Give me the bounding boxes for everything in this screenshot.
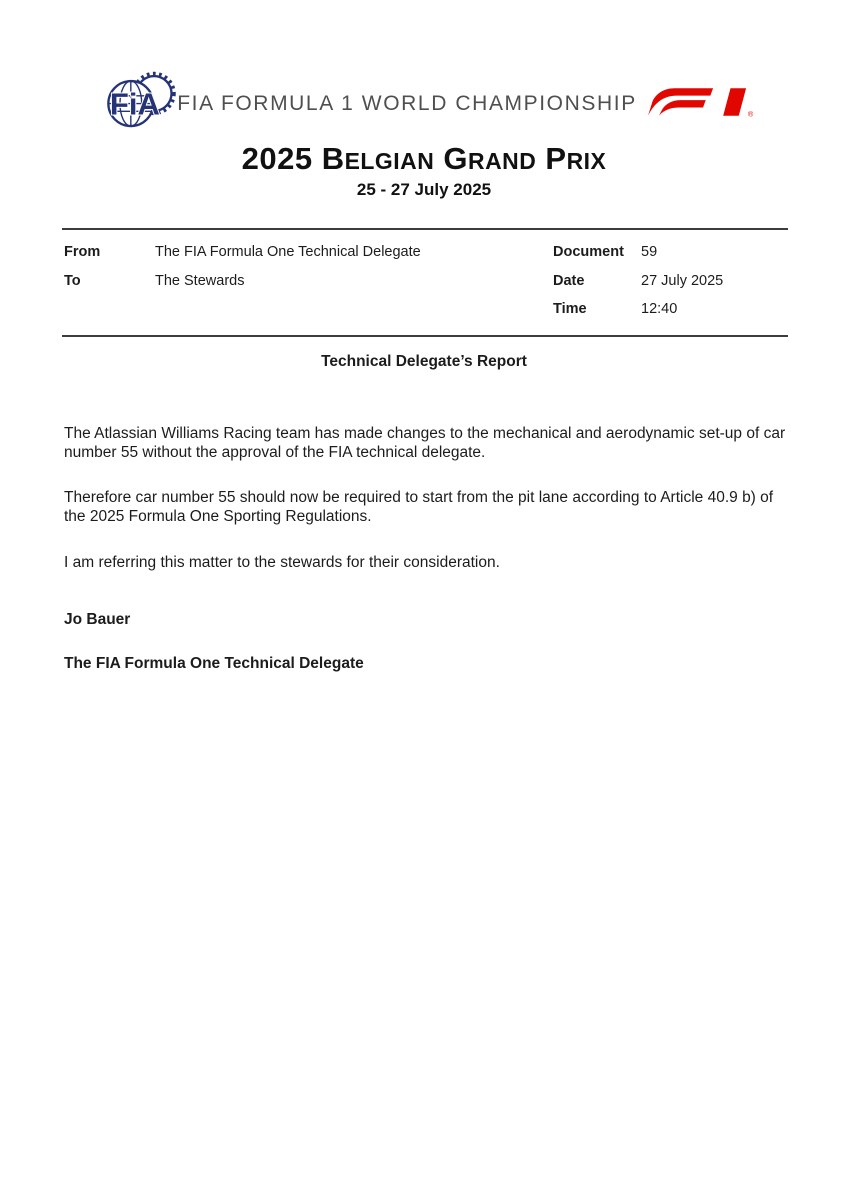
- report-paragraph: I am referring this matter to the stewards for their consideration.: [64, 554, 500, 571]
- meta-empty-cell: [155, 301, 553, 330]
- signature-name: Jo Bauer: [64, 611, 131, 628]
- report-heading: Technical Delegate’s Report: [321, 353, 527, 370]
- fia-logo-text: FiA: [109, 86, 160, 122]
- divider-top: [62, 228, 788, 230]
- event-title: 2025 BELGIAN GRAND PRIX: [241, 141, 607, 176]
- from-value: The FIA Formula One Technical Delegate: [155, 244, 421, 260]
- signature-title: The FIA Formula One Technical Delegate: [64, 655, 364, 672]
- to-label: To: [64, 272, 81, 289]
- time-label: Time: [553, 301, 587, 317]
- to-value: The Stewards: [155, 272, 245, 289]
- document-label: Document: [553, 244, 624, 260]
- divider-bottom: [62, 335, 788, 337]
- svg-text:®: ®: [747, 109, 754, 119]
- event-dates: 25 - 27 July 2025: [356, 180, 492, 199]
- document-value: 59: [641, 244, 658, 260]
- report-paragraph: Therefore car number 55 should now be required to start from the pit lane according to Article 40.9 b) of the 2025 Formula One Sporting Regulations.: [64, 489, 774, 525]
- championship-title: FIA FORMULA 1 WORLD CHAMPIONSHIP: [177, 92, 637, 115]
- date-value: 27 July 2025: [641, 272, 724, 289]
- date-label: Date: [553, 272, 585, 289]
- meta-empty-cell: [64, 301, 155, 330]
- time-value: 12:40: [641, 301, 678, 317]
- from-label: From: [64, 244, 101, 260]
- f1-logo-icon: [648, 84, 758, 120]
- meta-table: [64, 244, 788, 330]
- report-paragraph: The Atlassian Williams Racing team has made changes to the mechanical and aerodynamic set-up of car number 55 without the approval of the FIA technical delegate.: [64, 425, 786, 461]
